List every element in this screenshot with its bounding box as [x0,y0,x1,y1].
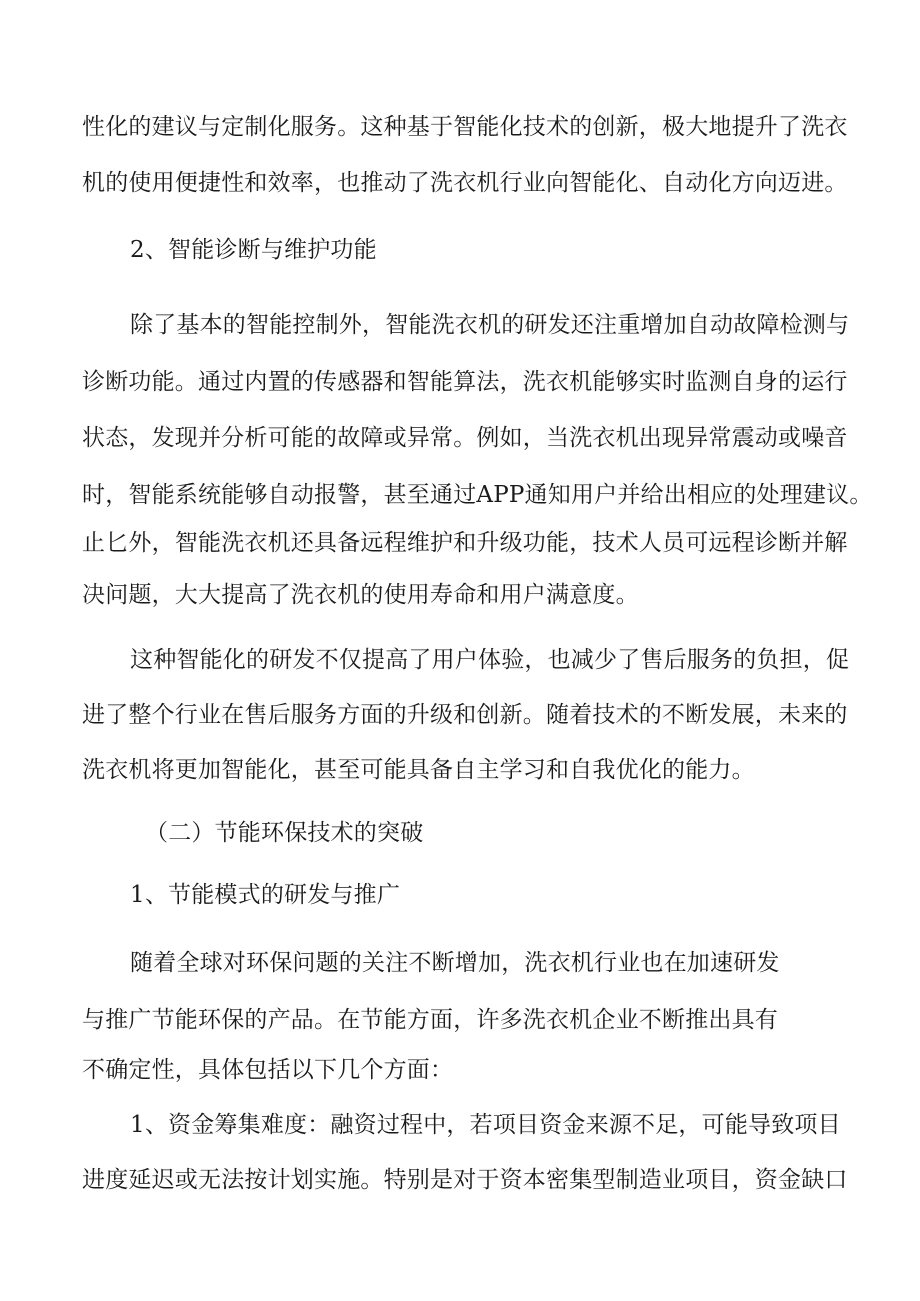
paragraph-5-line-2: 进度延迟或无法按计划实施。特别是对于资本密集型制造业项目，资金缺口 [82,1167,848,1193]
paragraph-4-line-3: 不确定性，具体包括以下几个方面： [82,1057,454,1083]
paragraph-1-line-1: 性化的建议与定制化服务。这种基于智能化技术的创新，极大地提升了洗衣 [82,114,848,140]
subheading-smart-diagnosis: 2、智能诊断与维护功能 [130,237,377,263]
paragraph-4-line-2: 与推广节能环保的产品。在节能方面，许多洗衣机企业不断推出具有 [82,1007,778,1033]
paragraph-3-line-2: 进了整个行业在售后服务方面的升级和创新。随着技术的不断发展，未来的 [82,702,848,728]
section-heading-energy-saving: （二）节能环保技术的突破 [145,820,424,846]
subheading-energy-mode: 1、节能模式的研发与推广 [130,882,401,908]
paragraph-2-line-1: 除了基本的智能控制外，智能洗衣机的研发还注重增加自动故障检测与 [130,312,850,338]
paragraph-2-line-3: 状态，发现并分析可能的故障或异常。例如，当洗衣机出现异常震动或噪音 [82,425,848,451]
paragraph-2-line-6: 决问题，大大提高了洗衣机的使用寿命和用户满意度。 [82,582,639,608]
paragraph-1-line-2: 机的使用便捷性和效率，也推动了洗衣机行业向智能化、自动化方向迈进。 [82,170,848,196]
paragraph-5-line-1: 1、资金筹集难度：融资过程中，若项目资金来源不足，可能导致项目 [130,1112,841,1138]
paragraph-2-line-4: 时，智能系统能够自动报警，甚至通过APP通知用户并给出相应的处理建议。 [82,482,873,508]
paragraph-4-line-1: 随着全球对环保问题的关注不断增加，洗衣机行业也在加速研发 [130,950,780,976]
paragraph-2-line-5: 止匕外，智能洗衣机还具备远程维护和升级功能，技术人员可远程诊断并解 [82,530,848,556]
paragraph-2-line-2: 诊断功能。通过内置的传感器和智能算法，洗衣机能够实时监测自身的运行 [82,369,848,395]
paragraph-3-line-3: 洗衣机将更加智能化，甚至可能具备自主学习和自我优化的能力。 [82,757,755,783]
paragraph-3-line-1: 这种智能化的研发不仅提高了用户体验，也减少了售后服务的负担，促 [130,647,850,673]
